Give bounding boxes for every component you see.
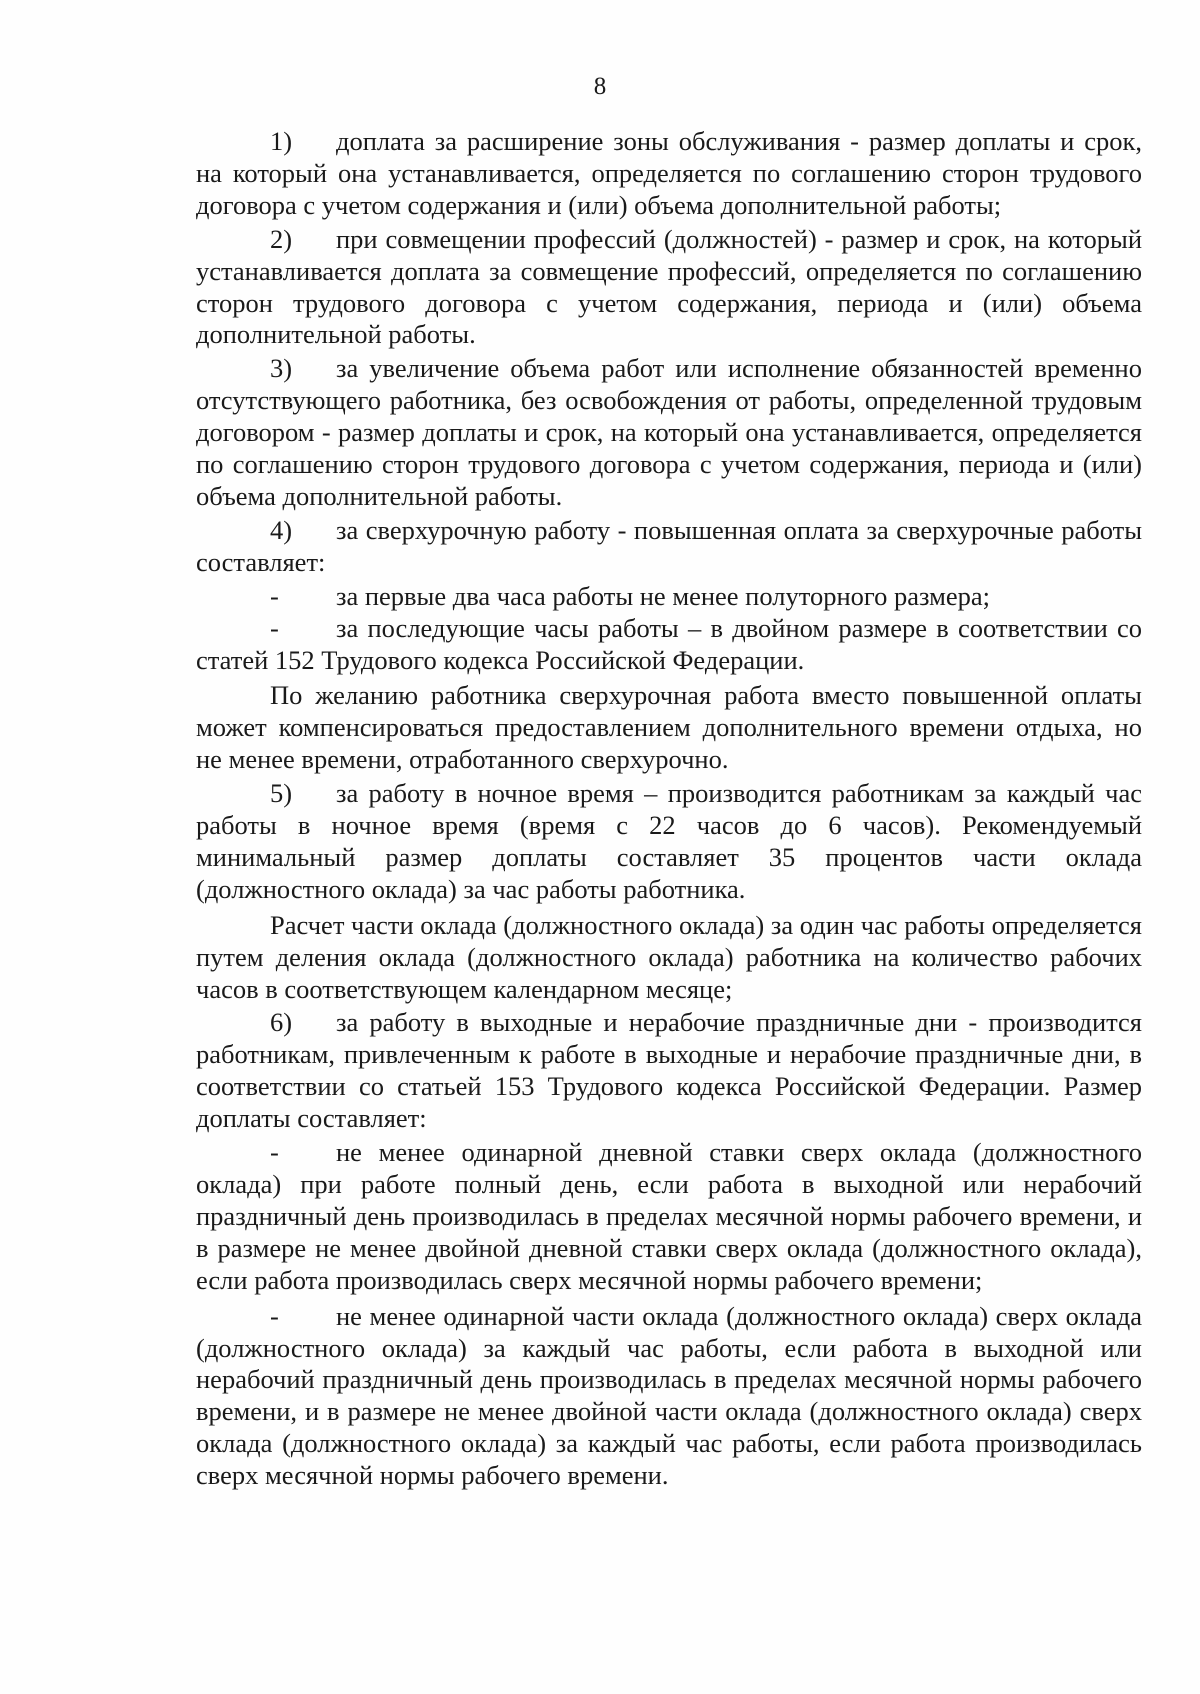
dash-marker: - [270, 612, 279, 643]
paragraph-item-5 [196, 778, 1142, 906]
paragraph-text: не менее одинарной дневной ставки сверх оклада (должностного оклада) при работе полный день, если работа в выходной или нерабочий праздничный день производилась в пределах месячной нормы рабочего времени, и в размере не менее двойной дневной ставки сверх оклада (должностного оклада), если работа производилась сверх месячной нормы рабочего времени; [196, 1137, 1142, 1295]
paragraph-dash-item-4 [196, 1301, 1142, 1492]
paragraph-text: за увеличение объема работ или исполнение обязанностей временно отсутствующего работника, без освобождения от работы, определенной трудовым договором - размер доплаты и срок, на который она устанавливается, определяется по соглашению сторон трудового договора с учетом содержания, периода и (или) объема дополнительной работы. [196, 353, 1142, 511]
paragraph-overtime-note [196, 680, 1142, 776]
paragraph-text: за первые два часа работы не менее полуторного размера; [336, 580, 990, 611]
paragraph-text: доплата за расширение зоны обслуживания - размер доплаты и срок, на который она устанавливается, определяется по соглашению сторон трудового договора с учетом содержания и (или) объема дополнительной работы; [196, 126, 1142, 220]
list-marker: 1) [270, 126, 293, 156]
paragraph-item-3 [196, 353, 1142, 513]
paragraph-text: за работу в ночное время – производится работникам за каждый час работы в ночное время (время с 22 часов до 6 часов). Рекомендуемый минимальный размер доплаты составляет 35 процентов части оклада (должностного оклада) за час работы работника. [196, 778, 1142, 904]
dash-marker: - [270, 1300, 279, 1331]
list-marker: 3) [270, 353, 293, 384]
paragraph-dash-item-2 [196, 613, 1142, 677]
document-body [196, 126, 1142, 1492]
list-marker: 4) [270, 514, 293, 545]
paragraph-text: за работу в выходные и нерабочие праздничные дни - производится работникам, привлеченным к работе в выходные и нерабочие праздничные дни, в соответствии со статьей 153 Трудового кодекса Российской Федерации. Размер доплаты составляет: [196, 1007, 1142, 1134]
paragraph-text: Расчет части оклада (должностного оклада) за один час работы определяется путем деления оклада (должностного оклада) работника на количество рабочих часов в соответствующем календарном месяце; [196, 909, 1142, 1004]
dash-marker: - [270, 1137, 279, 1168]
paragraph-item-2 [196, 224, 1142, 352]
paragraph-dash-item-3 [196, 1137, 1142, 1297]
paragraph-text: не менее одинарной части оклада (должностного оклада) сверх оклада (должностного оклада) за каждый час работы, если работа в выходной или нерабочий праздничный день производилась в пределах месячной нормы рабочего времени, и в размере не менее двойной части оклада (должностного оклада) сверх оклада (должностного оклада) за каждый час работы, если работа производилась сверх месячной нормы рабочего времени. [196, 1300, 1142, 1491]
list-marker: 6) [270, 1007, 293, 1038]
paragraph-dash-item-1 [196, 581, 1142, 613]
paragraph-item-4 [196, 515, 1142, 579]
paragraph-text: за последующие часы работы – в двойном размере в соответствии со статей 152 Трудового кодекса Российской Федерации. [196, 612, 1142, 675]
paragraph-text: при совмещении профессий (должностей) - размер и срок, на который устанавливается доплата за совмещение профессий, определяется по соглашению сторон трудового договора с учетом содержания, периода и (или) объема дополнительной работы. [196, 223, 1142, 350]
paragraph-item-1 [196, 126, 1142, 222]
dash-marker: - [270, 580, 279, 611]
paragraph-text: за сверхурочную работу - повышенная оплата за сверхурочные работы составляет: [196, 514, 1142, 577]
list-marker: 5) [270, 778, 293, 809]
paragraph-night-calc-note [196, 910, 1142, 1006]
paragraph-item-6 [196, 1007, 1142, 1135]
list-marker: 2) [270, 223, 293, 254]
paragraph-text: По желанию работника сверхурочная работа вместо повышенной оплаты может компенсироваться предоставлением дополнительного времени отдыха, но не менее времени, отработанного сверхурочно. [196, 680, 1142, 775]
page-number: 8 [593, 73, 607, 100]
